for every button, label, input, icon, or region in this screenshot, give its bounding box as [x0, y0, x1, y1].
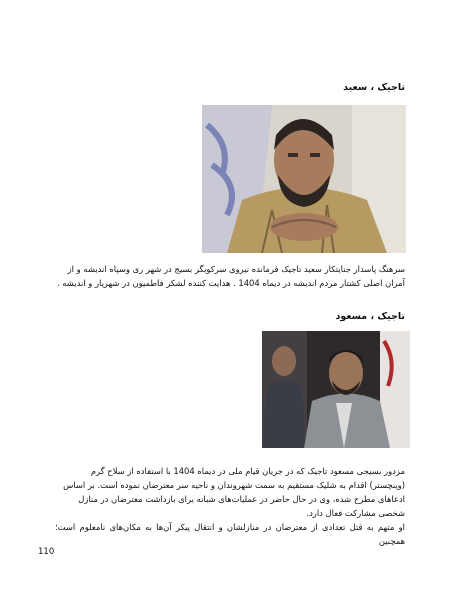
section-text-saeed-tajik	[55, 262, 405, 290]
text-line: شخصی مشارکت فعال دارد.	[306, 508, 405, 518]
text-line: او متهم به قتل تعدادی از معترضان در منازلشان و انتقال پیکر آن‌ها به مکان‌های نامعلوم است؛ همچنین	[55, 522, 405, 546]
section-text-masoud-tajik	[55, 464, 405, 548]
text-line: ادعاهای مطرح شده، وی در حال حاضر در عملیات‌های شبانه برای بازداشت معترضان در منازل	[78, 494, 405, 504]
section-heading-saeed-tajik: تاجیک ، سعید	[343, 82, 405, 93]
page-number: 110	[38, 547, 55, 557]
text-line: مزدور بسیجی مسعود تاجیک که در جریان قیام ملی در دیماه 1404 با استفاده از سلاح گرم	[90, 466, 405, 476]
portrait-photo-saeed-tajik	[202, 105, 406, 253]
text-line: سرهنگ پاسدار جنایتکار سعید تاجیک فرمانده نیروی سرکوبگر بسیج در شهر ری وسپاه اندیشه و از	[67, 264, 405, 274]
photo-masoud-tajik	[262, 331, 410, 448]
section-heading-masoud-tajik: تاجیک ، مسعود	[335, 311, 405, 322]
text-line: آمران اصلی کشتار مردم اندیشه در دیماه 1404 . هدایت کننده لشکر فاطمیون در شهریار و اندیشه .	[56, 278, 405, 288]
text-line: (وینچستر) اقدام به شلیک مستقیم به سمت شهروندان و ناحیه سر معترضان نموده است. بر اساس	[63, 480, 405, 490]
